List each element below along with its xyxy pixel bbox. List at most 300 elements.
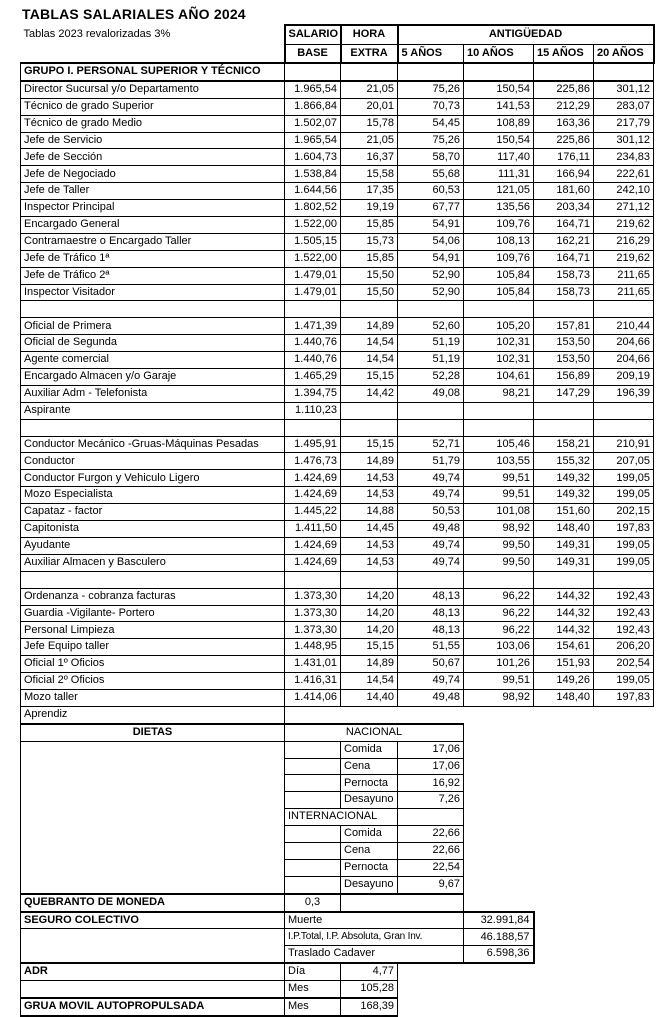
occupation-cell: Aspirante <box>21 402 285 419</box>
value-cell: 14,53 <box>341 470 398 487</box>
seguro-row <box>21 929 654 946</box>
grua-value-cell: 168,39 <box>341 998 398 1016</box>
value-cell <box>534 63 594 81</box>
value-cell: 52,90 <box>398 267 464 284</box>
col-header-salario: SALARIO <box>285 25 341 45</box>
value-cell: 1.502,07 <box>285 115 341 132</box>
value-cell <box>594 419 654 436</box>
subtitle: Tablas 2023 revalorizadas 3% <box>23 27 171 40</box>
value-cell: 163,36 <box>534 115 594 132</box>
value-cell: 162,21 <box>534 233 594 250</box>
value-cell: 14,54 <box>341 335 398 352</box>
value-cell: 14,89 <box>341 656 398 673</box>
open-area <box>464 792 654 809</box>
value-cell <box>464 301 534 318</box>
col-header-hora: HORA <box>341 25 398 45</box>
value-cell: 14,54 <box>341 673 398 690</box>
table-row <box>21 183 654 200</box>
value-cell: 1.440,76 <box>285 335 341 352</box>
value-cell: 204,66 <box>594 352 654 369</box>
value-cell: 1.424,69 <box>285 554 341 571</box>
value-cell: 1.445,22 <box>285 504 341 521</box>
page-title: TABLAS SALARIALES AÑO 2024 <box>22 6 246 22</box>
value-cell: 117,40 <box>464 149 534 166</box>
dieta-concept-cell: Pernocta <box>341 775 398 792</box>
header-row-1 <box>21 25 654 45</box>
value-cell: 102,31 <box>464 352 534 369</box>
open-area <box>464 859 654 876</box>
grua-row <box>21 998 654 1016</box>
value-cell: 158,21 <box>534 436 594 453</box>
open-area <box>464 741 654 758</box>
value-cell: 1.440,76 <box>285 352 341 369</box>
value-cell: 15,50 <box>341 267 398 284</box>
occupation-cell: Director Sucursal y/o Departamento <box>21 81 285 98</box>
value-cell: 149,31 <box>534 554 594 571</box>
occupation-cell: Jefe de Servicio <box>21 132 285 149</box>
value-cell: 19,19 <box>341 200 398 217</box>
value-cell: 14,54 <box>341 352 398 369</box>
value-cell: 99,50 <box>464 554 534 571</box>
value-cell: 67,77 <box>398 200 464 217</box>
value-cell: 150,54 <box>464 81 534 98</box>
occupation-cell: Jefe Equipo taller <box>21 639 285 656</box>
dieta-concept-cell: Comida <box>341 741 398 758</box>
salary-table <box>20 24 655 1017</box>
table-body <box>21 63 654 1016</box>
table-row <box>21 301 654 318</box>
value-cell: 50,53 <box>398 504 464 521</box>
value-cell: 1.644,56 <box>285 183 341 200</box>
value-cell: 225,86 <box>534 81 594 98</box>
open-area <box>464 775 654 792</box>
table-row <box>21 470 654 487</box>
value-cell: 222,61 <box>594 166 654 183</box>
value-cell: 101,08 <box>464 504 534 521</box>
value-cell <box>398 63 464 81</box>
grua-concept-cell: Mes <box>285 998 341 1016</box>
value-cell: 1.424,69 <box>285 470 341 487</box>
occupation-cell: Oficial de Primera <box>21 318 285 335</box>
value-cell <box>341 63 398 81</box>
open-area <box>534 929 654 946</box>
occupation-cell: Agente comercial <box>21 352 285 369</box>
value-cell: 1.448,95 <box>285 639 341 656</box>
value-cell: 1.431,01 <box>285 656 341 673</box>
empty-cell <box>285 876 341 893</box>
table-row <box>21 639 654 656</box>
occupation-cell: Auxiliar Adm - Telefonista <box>21 385 285 402</box>
value-cell: 105,84 <box>464 267 534 284</box>
value-cell: 151,60 <box>534 504 594 521</box>
value-cell: 51,79 <box>398 453 464 470</box>
value-cell: 55,68 <box>398 166 464 183</box>
value-cell: 1.479,01 <box>285 284 341 301</box>
value-cell: 199,05 <box>594 470 654 487</box>
dieta-value-cell: 22,66 <box>398 842 464 859</box>
occupation-cell: Inspector Principal <box>21 200 285 217</box>
dietas-header-row <box>21 724 654 741</box>
value-cell: 1.110,23 <box>285 402 341 419</box>
value-cell: 121,05 <box>464 183 534 200</box>
empty-cell <box>341 894 464 912</box>
quebranto-label-cell: QUEBRANTO DE MONEDA <box>21 894 285 912</box>
table-row <box>21 689 654 706</box>
adr-concept-cell: Día <box>285 963 341 980</box>
value-cell: 49,48 <box>398 689 464 706</box>
value-cell: 52,28 <box>398 369 464 386</box>
value-cell <box>534 402 594 419</box>
value-cell: 14,45 <box>341 521 398 538</box>
value-cell: 1.373,30 <box>285 622 341 639</box>
open-area <box>398 963 654 980</box>
value-cell: 14,20 <box>341 622 398 639</box>
value-cell: 192,43 <box>594 588 654 605</box>
value-cell: 154,61 <box>534 639 594 656</box>
dieta-row <box>21 741 654 758</box>
value-cell <box>285 571 341 588</box>
value-cell: 181,60 <box>534 183 594 200</box>
value-cell: 1.604,73 <box>285 149 341 166</box>
empty-cell <box>285 758 341 775</box>
value-cell: 15,15 <box>341 369 398 386</box>
value-cell: 135,56 <box>464 200 534 217</box>
value-cell: 54,45 <box>398 115 464 132</box>
value-cell: 103,55 <box>464 453 534 470</box>
value-cell: 158,73 <box>534 267 594 284</box>
empty-cell <box>285 792 341 809</box>
table-row <box>21 385 654 402</box>
value-cell: 1.522,00 <box>285 217 341 234</box>
value-cell: 99,50 <box>464 537 534 554</box>
value-cell: 51,19 <box>398 352 464 369</box>
value-cell: 151,93 <box>534 656 594 673</box>
value-cell: 153,50 <box>534 352 594 369</box>
seguro-label-cell: SEGURO COLECTIVO <box>21 912 285 929</box>
header-row-2 <box>21 45 654 64</box>
value-cell: 99,51 <box>464 470 534 487</box>
value-cell: 141,53 <box>464 98 534 115</box>
col-header-20anios: 20 AÑOS <box>594 45 654 64</box>
value-cell <box>594 301 654 318</box>
table-row <box>21 81 654 98</box>
occupation-cell: Mozo taller <box>21 689 285 706</box>
occupation-cell: Jefe de Taller <box>21 183 285 200</box>
dieta-concept-cell: Desayuno <box>341 876 398 893</box>
open-area <box>464 809 654 826</box>
open-area <box>534 946 654 963</box>
table-row <box>21 673 654 690</box>
value-cell: 1.471,39 <box>285 318 341 335</box>
open-area <box>464 724 654 741</box>
empty-cell <box>285 842 341 859</box>
value-cell: 109,76 <box>464 250 534 267</box>
value-cell: 1.505,15 <box>285 233 341 250</box>
value-cell: 14,20 <box>341 605 398 622</box>
value-cell: 1.394,75 <box>285 385 341 402</box>
value-cell: 48,13 <box>398 605 464 622</box>
table-row <box>21 166 654 183</box>
open-area <box>398 998 654 1016</box>
value-cell: 210,44 <box>594 318 654 335</box>
table-row <box>21 436 654 453</box>
value-cell: 211,65 <box>594 267 654 284</box>
table-row <box>21 335 654 352</box>
value-cell: 204,66 <box>594 335 654 352</box>
value-cell <box>341 402 398 419</box>
value-cell: 216,29 <box>594 233 654 250</box>
value-cell: 144,32 <box>534 605 594 622</box>
value-cell <box>398 402 464 419</box>
table-row <box>21 537 654 554</box>
value-cell: 1.965,54 <box>285 132 341 149</box>
value-cell: 1.424,69 <box>285 487 341 504</box>
table-row <box>21 521 654 538</box>
occupation-cell: Oficial de Segunda <box>21 335 285 352</box>
empty-cell <box>285 826 341 843</box>
table-row <box>21 622 654 639</box>
value-cell: 98,92 <box>464 521 534 538</box>
table-row <box>21 233 654 250</box>
value-cell: 219,62 <box>594 217 654 234</box>
value-cell: 54,91 <box>398 250 464 267</box>
value-cell: 1.373,30 <box>285 605 341 622</box>
value-cell: 99,51 <box>464 673 534 690</box>
col-header-5anios: 5 AÑOS <box>398 45 464 64</box>
value-cell: 101,26 <box>464 656 534 673</box>
value-cell: 54,06 <box>398 233 464 250</box>
value-cell: 234,83 <box>594 149 654 166</box>
value-cell <box>464 63 534 81</box>
value-cell: 52,71 <box>398 436 464 453</box>
seguro-value-cell: 6.598,36 <box>464 946 534 963</box>
value-cell: 14,42 <box>341 385 398 402</box>
value-cell: 14,89 <box>341 453 398 470</box>
value-cell: 60,53 <box>398 183 464 200</box>
seguro-concept-cell: Muerte <box>285 912 464 929</box>
value-cell: 48,13 <box>398 588 464 605</box>
value-cell: 1.479,01 <box>285 267 341 284</box>
table-row <box>21 571 654 588</box>
value-cell: 1.866,84 <box>285 98 341 115</box>
value-cell: 17,35 <box>341 183 398 200</box>
empty-cell <box>285 775 341 792</box>
open-area <box>464 758 654 775</box>
occupation-cell: Jefe de Tráfico 2ª <box>21 267 285 284</box>
value-cell: 283,07 <box>594 98 654 115</box>
occupation-cell: Contramaestre o Encargado Taller <box>21 233 285 250</box>
table-row <box>21 487 654 504</box>
value-cell: 155,32 <box>534 453 594 470</box>
open-area <box>464 842 654 859</box>
col-header-extra: EXTRA <box>341 45 398 64</box>
value-cell: 1.416,31 <box>285 673 341 690</box>
value-cell: 148,40 <box>534 521 594 538</box>
value-cell: 105,20 <box>464 318 534 335</box>
value-cell: 16,37 <box>341 149 398 166</box>
value-cell: 144,32 <box>534 588 594 605</box>
occupation-cell <box>21 419 285 436</box>
value-cell: 242,10 <box>594 183 654 200</box>
table-row <box>21 369 654 386</box>
seguro-row <box>21 912 654 929</box>
value-cell: 271,12 <box>594 200 654 217</box>
value-cell <box>398 419 464 436</box>
value-cell: 14,40 <box>341 689 398 706</box>
value-cell: 103,06 <box>464 639 534 656</box>
empty-cell <box>398 809 464 826</box>
col-header-antiguedad: ANTIGÜEDAD <box>398 25 654 45</box>
value-cell: 108,89 <box>464 115 534 132</box>
table-row <box>21 250 654 267</box>
open-area <box>534 912 654 929</box>
table-row <box>21 98 654 115</box>
dietas-nacional-header-cell: NACIONAL <box>285 724 464 741</box>
value-cell: 21,05 <box>341 132 398 149</box>
value-cell: 211,65 <box>594 284 654 301</box>
value-cell: 192,43 <box>594 605 654 622</box>
value-cell: 149,32 <box>534 470 594 487</box>
value-cell: 212,29 <box>534 98 594 115</box>
value-cell: 202,15 <box>594 504 654 521</box>
value-cell: 1.495,91 <box>285 436 341 453</box>
value-cell: 14,53 <box>341 554 398 571</box>
occupation-cell: Mozo Especialista <box>21 487 285 504</box>
value-cell: 150,54 <box>464 132 534 149</box>
dieta-concept-cell: Pernocta <box>341 859 398 876</box>
dieta-concept-cell: Desayuno <box>341 792 398 809</box>
value-cell: 197,83 <box>594 689 654 706</box>
value-cell: 149,31 <box>534 537 594 554</box>
dieta-value-cell: 9,67 <box>398 876 464 893</box>
table-row <box>21 352 654 369</box>
dieta-value-cell: 22,66 <box>398 826 464 843</box>
table-row <box>21 63 654 81</box>
value-cell: 1.373,30 <box>285 588 341 605</box>
dieta-value-cell: 17,06 <box>398 758 464 775</box>
dietas-internacional-header-cell: INTERNACIONAL <box>285 809 398 826</box>
seguro-value-cell: 32.991,84 <box>464 912 534 929</box>
value-cell: 102,31 <box>464 335 534 352</box>
value-cell: 301,12 <box>594 81 654 98</box>
header-spacer <box>21 45 285 64</box>
value-cell: 15,15 <box>341 436 398 453</box>
col-header-15anios: 15 AÑOS <box>534 45 594 64</box>
dieta-concept-cell: Comida <box>341 826 398 843</box>
dieta-value-cell: 17,06 <box>398 741 464 758</box>
dietas-title-cell: DIETAS <box>21 724 285 741</box>
value-cell: 15,50 <box>341 284 398 301</box>
value-cell: 199,05 <box>594 673 654 690</box>
adr-row <box>21 981 654 998</box>
value-cell <box>398 301 464 318</box>
value-cell: 52,60 <box>398 318 464 335</box>
table-row <box>21 318 654 335</box>
value-cell: 1.424,69 <box>285 537 341 554</box>
value-cell: 156,89 <box>534 369 594 386</box>
occupation-cell: Aprendiz <box>21 706 285 723</box>
value-cell <box>285 63 341 81</box>
value-cell: 104,61 <box>464 369 534 386</box>
table-row <box>21 217 654 234</box>
value-cell <box>398 571 464 588</box>
empty-cell <box>285 741 341 758</box>
value-cell: 1.465,29 <box>285 369 341 386</box>
table-row <box>21 200 654 217</box>
occupation-cell: Inspector Visitador <box>21 284 285 301</box>
value-cell: 21,05 <box>341 81 398 98</box>
value-cell <box>464 571 534 588</box>
table-row <box>21 453 654 470</box>
table-row <box>21 554 654 571</box>
table-row <box>21 605 654 622</box>
occupation-cell: Auxiliar Almacen y Basculero <box>21 554 285 571</box>
value-cell: 197,83 <box>594 521 654 538</box>
occupation-cell: Capitonista <box>21 521 285 538</box>
value-cell: 210,91 <box>594 436 654 453</box>
value-cell: 164,71 <box>534 217 594 234</box>
dieta-value-cell: 7,26 <box>398 792 464 809</box>
occupation-cell: Conductor <box>21 453 285 470</box>
occupation-cell: Oficial 2º Oficios <box>21 673 285 690</box>
value-cell: 48,13 <box>398 622 464 639</box>
table-row <box>21 588 654 605</box>
occupation-cell: Jefe de Negociado <box>21 166 285 183</box>
value-cell: 14,20 <box>341 588 398 605</box>
dietas-label-spacer <box>21 741 285 894</box>
value-cell: 1.802,52 <box>285 200 341 217</box>
value-cell: 20,01 <box>341 98 398 115</box>
value-cell: 207,05 <box>594 453 654 470</box>
value-cell: 144,32 <box>534 622 594 639</box>
dieta-value-cell: 22,54 <box>398 859 464 876</box>
value-cell: 109,76 <box>464 217 534 234</box>
value-cell <box>534 571 594 588</box>
value-cell <box>464 402 534 419</box>
value-cell: 99,51 <box>464 487 534 504</box>
open-area <box>285 706 654 723</box>
value-cell <box>594 63 654 81</box>
dieta-value-cell: 16,92 <box>398 775 464 792</box>
quebranto-value-cell: 0,3 <box>285 894 341 912</box>
occupation-cell: Técnico de grado Medio <box>21 115 285 132</box>
value-cell: 202,54 <box>594 656 654 673</box>
value-cell: 96,22 <box>464 605 534 622</box>
open-area <box>464 876 654 893</box>
value-cell: 158,73 <box>534 284 594 301</box>
value-cell: 149,32 <box>534 487 594 504</box>
col-header-10anios: 10 AÑOS <box>464 45 534 64</box>
value-cell: 96,22 <box>464 622 534 639</box>
value-cell: 49,74 <box>398 470 464 487</box>
adr-label-spacer <box>21 981 285 998</box>
seguro-concept-cell: I.P.Total, I.P. Absoluta, Gran Inv. <box>285 929 464 946</box>
value-cell: 148,40 <box>534 689 594 706</box>
value-cell: 75,26 <box>398 132 464 149</box>
value-cell <box>534 419 594 436</box>
value-cell: 14,53 <box>341 537 398 554</box>
value-cell: 49,74 <box>398 673 464 690</box>
value-cell: 164,71 <box>534 250 594 267</box>
table-row <box>21 115 654 132</box>
occupation-cell: Jefe de Tráfico 1ª <box>21 250 285 267</box>
table-row <box>21 132 654 149</box>
open-area <box>464 826 654 843</box>
value-cell <box>341 301 398 318</box>
value-cell <box>594 402 654 419</box>
value-cell: 166,94 <box>534 166 594 183</box>
occupation-cell: Encargado General <box>21 217 285 234</box>
